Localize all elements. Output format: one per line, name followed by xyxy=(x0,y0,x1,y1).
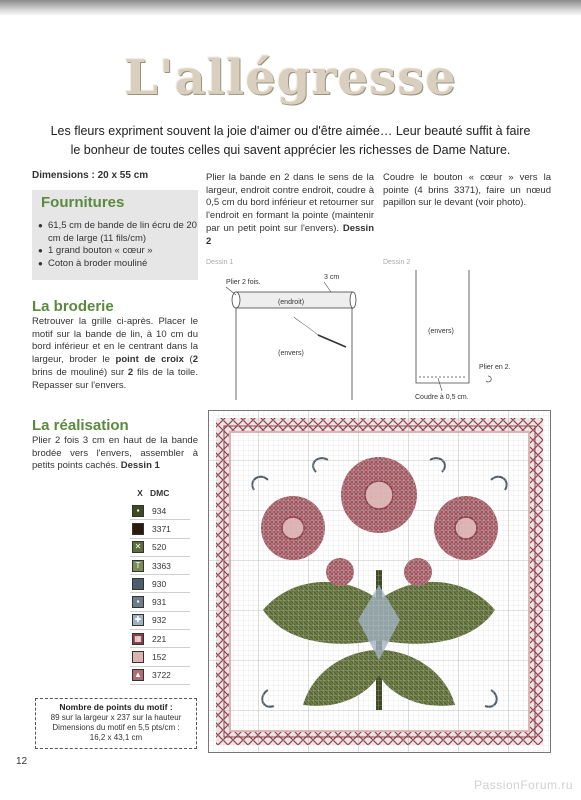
color-swatch-icon: ✚ xyxy=(132,614,144,626)
broderie-text-a: Retrouver la grille ci-après. Placer le motif sur la bande de lin, à 10 cm du bord inférieur et en le centrant dans la largeur, broder le xyxy=(32,316,198,366)
dessin-2 xyxy=(383,259,511,401)
broderie-bold-b: 2 xyxy=(192,354,198,366)
broderie-bold-a: point de croix xyxy=(115,354,184,366)
realisation-bold: Dessin 1 xyxy=(120,460,160,472)
fournitures-list xyxy=(38,220,198,270)
page-number: 12 xyxy=(16,756,28,767)
list-item: ● 1 grand bouton « cœur » xyxy=(38,245,198,258)
legend-row xyxy=(130,520,190,538)
realisation-text-body: Plier 2 fois 3 cm en haut de la bande brodée vers l'envers, assembler à petits points cachés. xyxy=(32,435,198,472)
watermark: PassionForum.ru xyxy=(474,778,573,792)
list-item: ● 61,5 cm de bande de lin écru de 20 cm de large (11 fils/cm) xyxy=(38,220,198,245)
dmc-code: 520 xyxy=(152,542,167,553)
stitch-count-line-2: Dimensions du motif en 5,5 pts/cm : xyxy=(52,723,180,732)
dessin-1-label: Dessin 1 xyxy=(206,259,234,266)
dmc-code: 932 xyxy=(152,615,167,626)
dmc-code: 152 xyxy=(152,652,167,663)
dmc-code: 931 xyxy=(152,597,167,608)
legend-header-x: X xyxy=(137,488,143,498)
coudre-label: Coudre à 0,5 cm. xyxy=(415,394,469,401)
dmc-code: 221 xyxy=(152,633,167,644)
intro-line-2: le bonheur de toutes celles qui savent apprécier les richesses de Dame Nature. xyxy=(70,143,511,157)
dessin-2-label: Dessin 2 xyxy=(383,259,411,266)
legend-row xyxy=(130,612,190,630)
dmc-code: 930 xyxy=(152,578,167,589)
column-2-text xyxy=(206,172,374,248)
endroit-label: (endroit) xyxy=(277,299,305,306)
curved-arrow-icon xyxy=(486,376,491,382)
legend-row xyxy=(130,667,190,685)
intro-text xyxy=(30,122,551,160)
color-swatch-icon: ✕ xyxy=(132,541,144,553)
intro-line-1: Les fleurs expriment souvent la joie d'aimer ou d'être aimée… Leur beauté suffit à faire xyxy=(50,124,531,138)
dmc-code: 3722 xyxy=(152,670,171,681)
page-title: L'allégresse xyxy=(124,50,457,106)
stitch-count-line-1: 89 sur la largeur x 237 sur la hauteur xyxy=(50,713,182,722)
page-top-edge xyxy=(0,0,581,16)
legend-row xyxy=(130,575,190,593)
color-swatch-icon xyxy=(132,523,144,535)
list-item: ● Coton à broder mouliné xyxy=(38,258,198,271)
broderie-text xyxy=(32,316,198,392)
color-swatch-icon: T xyxy=(132,560,144,572)
broderie-text-b: ( xyxy=(183,354,193,366)
needle-icon xyxy=(318,335,346,347)
dmc-code: 3363 xyxy=(152,560,171,571)
fold-label: Plier 2 fois. xyxy=(226,279,261,286)
envers-label-2: (envers) xyxy=(428,328,454,335)
plier-label: Plier en 2. xyxy=(479,364,511,371)
fournitures-box xyxy=(32,190,198,280)
color-legend xyxy=(130,488,190,685)
broderie-text-c: brins de mouliné) sur xyxy=(32,366,128,378)
dimensions-label: Dimensions : 20 x 55 cm xyxy=(32,170,149,181)
dmc-code: 3371 xyxy=(152,523,171,534)
broderie-heading: La broderie xyxy=(32,298,114,315)
legend-row xyxy=(130,648,190,666)
legend-row xyxy=(130,593,190,611)
broderie-text-d: fils de la toile. Repasser sur l'envers. xyxy=(32,366,198,391)
legend-row xyxy=(130,539,190,557)
envers-label-1: (envers) xyxy=(278,350,304,357)
col2-bold: Dessin 2 xyxy=(206,222,374,247)
col2-body: Plier la bande en 2 dans le sens de la largeur, endroit contre endroit, coudre à 0,5 cm du bord inférieur et retourner sur l'endroit en formant la pointe (maintenir par un petit point sur l'envers). xyxy=(206,172,374,234)
color-swatch-icon xyxy=(132,651,144,663)
sewing-diagrams xyxy=(206,255,551,405)
column-3-text: Coudre le bouton « cœur » vers la pointe (4 brins 3371), faire un nœud papillon sur le devant (voir photo). xyxy=(383,172,551,209)
color-swatch-icon xyxy=(132,578,144,590)
broderie-bold-c: 2 xyxy=(127,366,134,378)
color-swatch-icon: ▦ xyxy=(132,633,144,645)
measure-label: 3 cm xyxy=(324,274,340,281)
legend-header xyxy=(130,488,190,502)
realisation-text xyxy=(32,435,198,473)
stitch-count-box xyxy=(35,698,197,749)
legend-row xyxy=(130,630,190,648)
legend-header-dmc: DMC xyxy=(150,488,170,498)
dmc-code: 934 xyxy=(152,505,167,516)
stitch-count-title: Nombre de points du motif : xyxy=(59,702,173,712)
color-swatch-icon: ▲ xyxy=(132,669,144,681)
legend-row xyxy=(130,557,190,575)
color-swatch-icon: ▪ xyxy=(132,596,144,608)
color-swatch-icon: ▪ xyxy=(132,505,144,517)
stitch-count-line-3: 16,2 x 43,1 cm xyxy=(89,733,143,742)
legend-row xyxy=(130,502,190,520)
realisation-heading: La réalisation xyxy=(32,417,129,434)
dessin-1 xyxy=(206,259,356,400)
fournitures-title: Fournitures xyxy=(41,194,125,211)
cross-stitch-chart xyxy=(208,410,551,753)
